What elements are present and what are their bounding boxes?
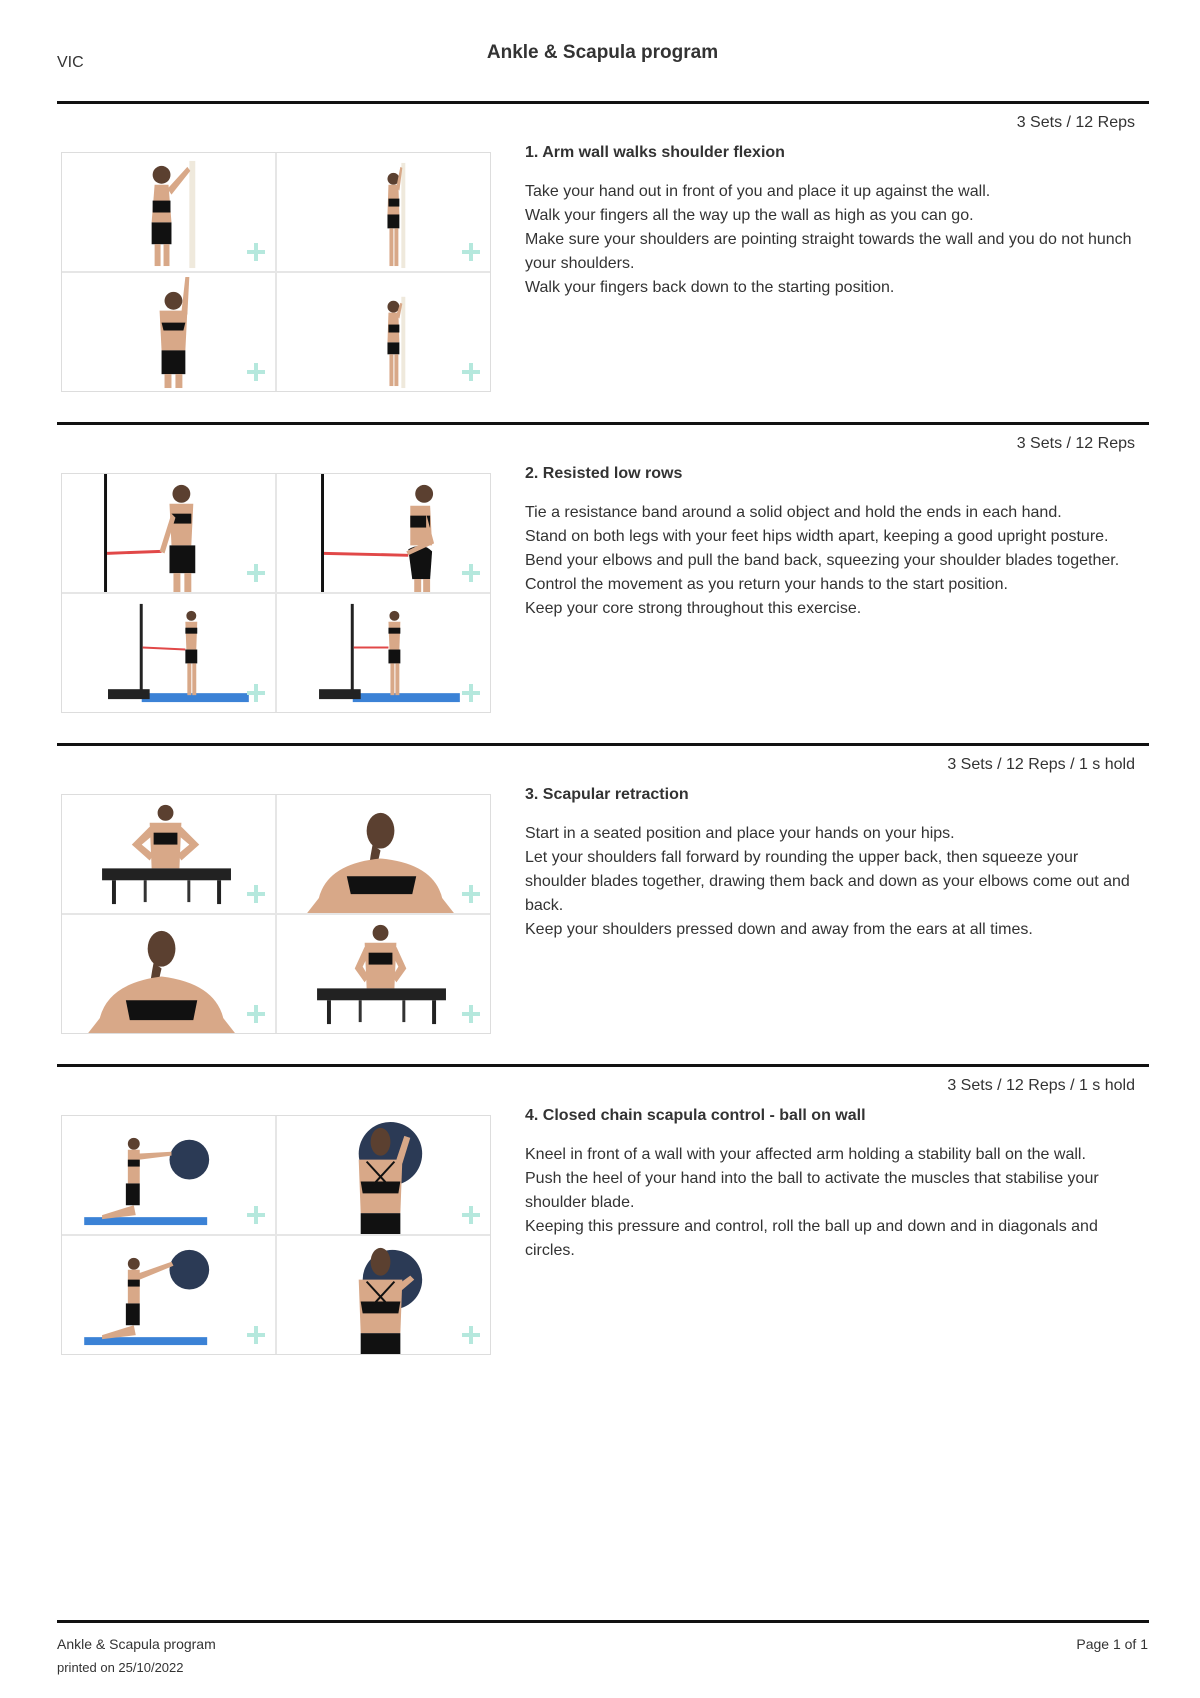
exercise-image[interactable]: [62, 1236, 275, 1354]
exercise-image-grid: [61, 473, 491, 713]
exercise-image[interactable]: [62, 594, 275, 712]
exercise-image[interactable]: [62, 1116, 275, 1234]
add-icon[interactable]: [462, 564, 480, 582]
exercise-body: [525, 465, 1140, 621]
exercise-dose: 3 Sets / 12 Reps: [1016, 435, 1135, 452]
exercise-image[interactable]: [62, 795, 275, 913]
instruction-line: Make sure your shoulders are pointing straight towards the wall and you do not hunch your shoulders.: [525, 231, 1132, 272]
footer-title: Ankle & Scapula program: [57, 1636, 216, 1652]
exercise-title: 1. Arm wall walks shoulder flexion: [525, 144, 785, 161]
exercise-image[interactable]: [277, 474, 490, 592]
exercise-image-grid: [61, 1115, 491, 1355]
exercise-dose: 3 Sets / 12 Reps / 1 s hold: [947, 756, 1135, 773]
exercise-image[interactable]: [277, 915, 490, 1033]
exercise-description: [525, 501, 1140, 621]
add-icon[interactable]: [247, 1206, 265, 1224]
exercise-image[interactable]: [62, 915, 275, 1033]
instruction-line: Stand on both legs with your feet hips width apart, keeping a good upright posture.: [525, 528, 1109, 545]
page-header: [57, 40, 1148, 70]
add-icon[interactable]: [247, 1326, 265, 1344]
exercise-dose: 3 Sets / 12 Reps / 1 s hold: [947, 1077, 1135, 1094]
add-icon[interactable]: [247, 363, 265, 381]
add-icon[interactable]: [247, 564, 265, 582]
add-icon[interactable]: [462, 684, 480, 702]
instruction-line: Push the heel of your hand into the ball to activate the muscles that stabilise your shoulder blade.: [525, 1170, 1099, 1211]
instruction-line: Walk your fingers back down to the starting position.: [525, 279, 895, 296]
add-icon[interactable]: [247, 1005, 265, 1023]
add-icon[interactable]: [247, 243, 265, 261]
instruction-line: Let your shoulders fall forward by rounding the upper back, then squeeze your shoulder blades together, drawing them back and down as your elbows come out and back.: [525, 849, 1130, 914]
org-label: VIC: [57, 54, 84, 71]
exercise-description: [525, 1143, 1140, 1263]
exercise-image[interactable]: [277, 594, 490, 712]
add-icon[interactable]: [462, 1005, 480, 1023]
exercise-image[interactable]: [277, 1116, 490, 1234]
exercise-2: [57, 425, 1149, 745]
exercise-3: [57, 746, 1149, 1066]
add-icon[interactable]: [462, 1206, 480, 1224]
exercise-title: 2. Resisted low rows: [525, 465, 683, 482]
exercise-image[interactable]: [62, 153, 275, 271]
exercise-title: 3. Scapular retraction: [525, 786, 689, 803]
exercise-body: [525, 1107, 1140, 1263]
instruction-line: Kneel in front of a wall with your affected arm holding a stability ball on the wall.: [525, 1146, 1086, 1163]
exercise-image-grid: [61, 794, 491, 1034]
instruction-line: Bend your elbows and pull the band back, squeezing your shoulder blades together.: [525, 552, 1120, 569]
exercise-image[interactable]: [62, 273, 275, 391]
exercise-body: [525, 144, 1140, 300]
add-icon[interactable]: [462, 243, 480, 261]
instruction-line: Keep your shoulders pressed down and away from the ears at all times.: [525, 921, 1033, 938]
instruction-line: Control the movement as you return your hands to the start position.: [525, 576, 1008, 593]
instruction-line: Start in a seated position and place your hands on your hips.: [525, 825, 955, 842]
exercise-description: [525, 822, 1140, 942]
instruction-line: Keep your core strong throughout this exercise.: [525, 600, 862, 617]
exercise-image-grid: [61, 152, 491, 392]
exercise-image[interactable]: [277, 273, 490, 391]
footer-divider: [57, 1620, 1149, 1623]
add-icon[interactable]: [247, 885, 265, 903]
exercise-description: [525, 180, 1140, 300]
exercise-image[interactable]: [62, 474, 275, 592]
exercise-dose: 3 Sets / 12 Reps: [1016, 114, 1135, 131]
instruction-line: Tie a resistance band around a solid object and hold the ends in each hand.: [525, 504, 1062, 521]
add-icon[interactable]: [462, 363, 480, 381]
exercise-4: [57, 1067, 1149, 1387]
exercise-image[interactable]: [277, 153, 490, 271]
page-number: Page 1 of 1: [1076, 1636, 1148, 1652]
exercise-body: [525, 786, 1140, 942]
add-icon[interactable]: [462, 885, 480, 903]
exercise-title: 4. Closed chain scapula control - ball on wall: [525, 1107, 866, 1124]
printed-date: printed on 25/10/2022: [57, 1660, 184, 1675]
exercise-image[interactable]: [277, 1236, 490, 1354]
instruction-line: Walk your fingers all the way up the wall as high as you can go.: [525, 207, 974, 224]
add-icon[interactable]: [247, 684, 265, 702]
instruction-line: Keeping this pressure and control, roll the ball up and down and in diagonals and circles.: [525, 1218, 1098, 1259]
instruction-line: Take your hand out in front of you and place it up against the wall.: [525, 183, 991, 200]
exercise-1: [57, 104, 1149, 424]
add-icon[interactable]: [462, 1326, 480, 1344]
exercise-image[interactable]: [277, 795, 490, 913]
page-title: Ankle & Scapula program: [486, 42, 719, 63]
